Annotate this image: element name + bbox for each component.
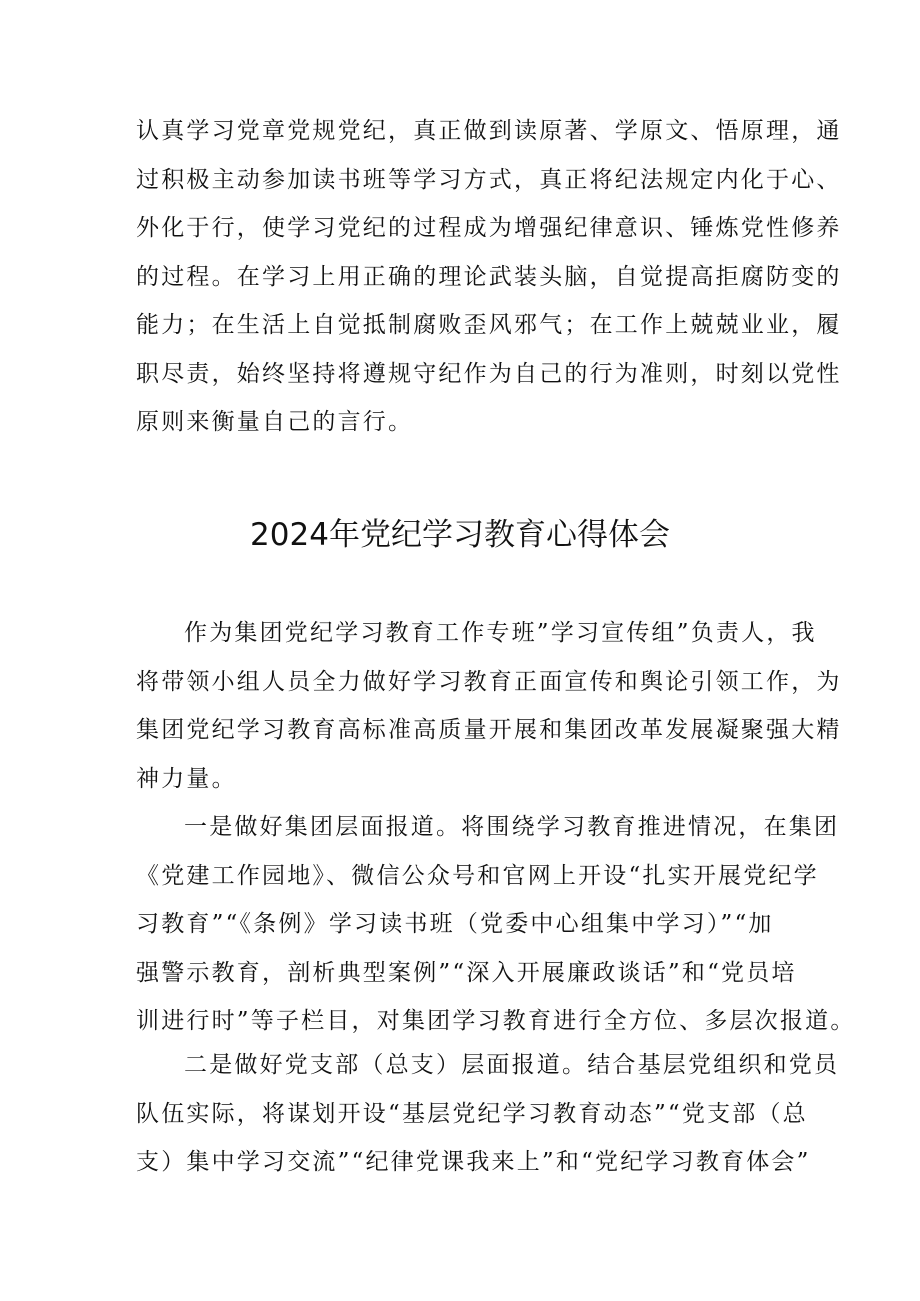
text-line: 训进行时”等子栏目，对集团学习教育进行全方位、多层次报道。 (136, 1008, 856, 1034)
text-line: 神力量。 (136, 765, 237, 792)
top-paragraph (136, 107, 842, 447)
text-line: 二是做好党支部（总支）层面报道。结合基层党组织和党员 (184, 1052, 840, 1078)
text-line: 习教育”“《条例》学习读书班（党委中心组集中学习）”“加 (136, 911, 774, 937)
text-line: 能力；在生活上自觉抵制腐败歪风邪气；在工作上兢兢业业，履 (136, 312, 842, 338)
paragraph-branch-report (136, 1041, 840, 1187)
text-line: 认真学习党章党规党纪，真正做到读原著、学原文、悟原理，通 (136, 118, 842, 144)
text-line: 原则来衡量自己的言行。 (136, 409, 414, 435)
text-line: 支）集中学习交流”“纪律党课我来上”和“党纪学习教育体会” (136, 1149, 811, 1175)
text-line: 《党建工作园地》、微信公众号和官网上开设“扎实开展党纪学 (136, 862, 819, 889)
text-line: 集团党纪学习教育高标准高质量开展和集团改革发展凝聚强大精 (136, 717, 842, 743)
text-line: 作为集团党纪学习教育工作专班”学习宣传组”负责人，我 (184, 620, 817, 646)
text-line: 的过程。在学习上用正确的理论武装头脑，自觉提高拒腐防变的 (136, 263, 842, 290)
page-title: 2024年党纪学习教育心得体会 (250, 517, 670, 553)
paragraph-group-report (136, 803, 856, 1046)
paragraph-intro (136, 609, 842, 803)
text-line: 强警示教育，剖析典型案例”“深入开展廉政谈话”和“党员培 (136, 959, 797, 986)
text-line: 将带领小组人员全力做好学习教育正面宣传和舆论引领工作，为 (136, 668, 842, 695)
text-line: 职尽责，始终坚持将遵规守纪作为自己的行为准则，时刻以党性 (136, 360, 842, 387)
text-line: 队伍实际，将谋划开设“基层党纪学习教育动态”“党支部（总 (136, 1100, 808, 1127)
text-line: 外化于行，使学习党纪的过程成为增强纪律意识、锤炼党性修养 (136, 215, 842, 241)
text-line: 过积极主动参加读书班等学习方式，真正将纪法规定内化于心、 (136, 166, 842, 193)
text-line: 一是做好集团层面报道。将围绕学习教育推进情况，在集团 (184, 814, 840, 840)
